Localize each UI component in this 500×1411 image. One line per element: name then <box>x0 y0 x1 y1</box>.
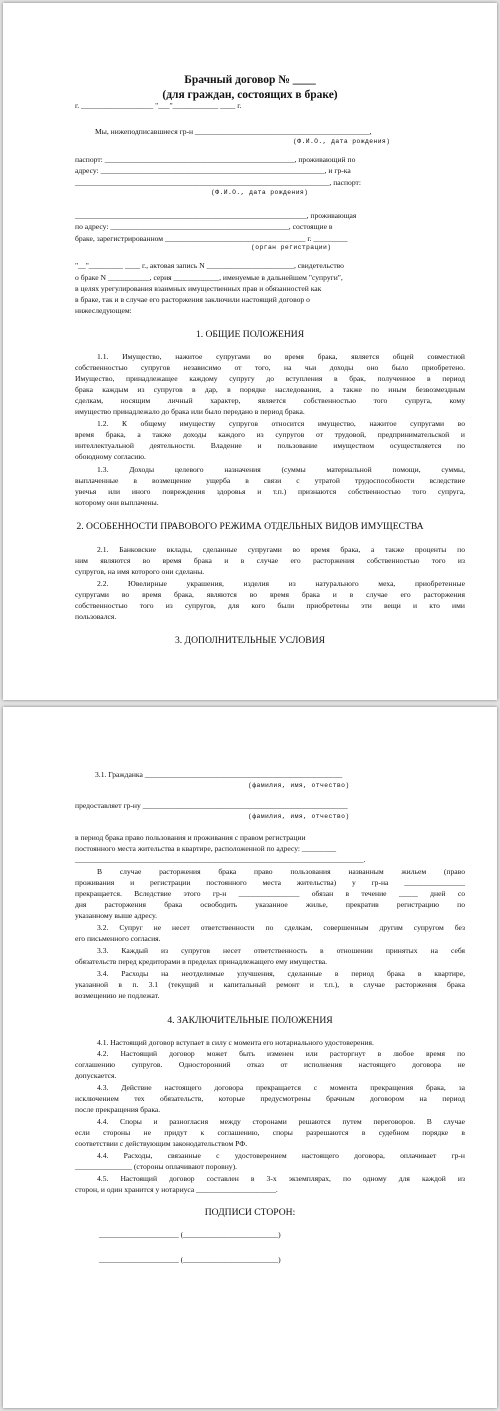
paragraph-line: 4.4. Споры и разногласия между сторонами решаются путем переговоров. В случае <box>97 1117 465 1126</box>
paragraph-line: которому они выплачены. <box>75 498 159 507</box>
paragraph-line: пользовался. <box>75 612 117 621</box>
paragraph-line: 2.2. Ювелирные украшения, изделия из натурального меха, приобретенные <box>97 579 465 588</box>
paragraph-line: 2.1. Банковские вклады, сделанные супругами во время брака, а также проценты по <box>97 545 465 554</box>
paragraph-line: 4.1. Настоящий договор вступает в силу с момента его нотариального удостоверения. <box>97 1038 374 1047</box>
paragraph-line: обязательств перед кредиторами в пределах принадлежащего ему имущества. <box>75 957 328 966</box>
paragraph-line: сторон, и один хранится у нотариуса _____________________. <box>75 1185 278 1194</box>
purpose-line-1: в целях урегулирования взаимных имущественных прав и обязанностей как <box>75 284 322 293</box>
grantee-line: предоставляет гр-ну ______________________________________________________ <box>75 801 348 810</box>
paragraph-line: собственностью того из супругов, для кого были приобретены эти вещи и кто ими <box>75 601 465 610</box>
paragraph-line: 4.2. Настоящий договор может быть изменен или расторгнут в любое время по <box>97 1049 465 1058</box>
party1-name-line: Мы, нижеподписавшиеся гр-н ______________________________________________, <box>95 127 372 136</box>
grantor-caption: (фамилия, имя, отчество) <box>248 782 350 789</box>
doc-title: Брачный договор № ____ <box>184 74 316 86</box>
paragraph-line: В случае расторжения брака право пользования названным жильем (право <box>97 867 465 876</box>
paragraph-line: собственностью супругов независимо от того, на чьи доходы оно было приобретено. <box>75 363 465 372</box>
paragraph-line: постоянного места жительства в квартире, расположенной по адресу: _________ <box>75 844 337 853</box>
paragraph-line: после прекращения брака. <box>75 1105 161 1114</box>
paragraph-line: брака каждым из супругов в дар, в порядке наследования, а также по иным безвозмездным <box>75 385 465 394</box>
record-line: "__"_________ ____ г., актовая запись N _______________________, свидетельство <box>75 261 344 270</box>
grantor-line: 3.1. Гражданка ____________________________________________________ <box>95 770 343 779</box>
paragraph-line: проживания и регистрации постоянного места жительства) у гр-на ________________ <box>75 878 465 887</box>
paragraph-line: сделкам, носящим личный характер, является собственностью того супруга, кому <box>75 396 465 405</box>
paragraph-line: 3.4. Расходы на неотделимые улучшения, сделанные в период брака в квартире, <box>97 969 465 978</box>
paragraph-line: указанному выше адресу. <box>75 911 157 920</box>
paragraph-line: ним являются во время брака и в случае его расторжения собственностью того из <box>75 556 465 565</box>
paragraph-line: _______________ (стороны оплачивают поровну). <box>75 1162 237 1171</box>
party1-passport-line: паспорт: __________________________________________________, проживающий по <box>75 155 356 164</box>
paragraph-line: Имущество, принадлежащее каждому супругу до вступления в брак, полученное в период <box>75 374 465 383</box>
certificate-line: о браке N ___________, серия ____________, именуемые в дальнейшем "супруги", <box>75 273 343 282</box>
section-3-heading: 3. ДОПОЛНИТЕЛЬНЫЕ УСЛОВИЯ <box>174 635 326 646</box>
signatures-heading: ПОДПИСИ СТОРОН: <box>204 1207 296 1218</box>
city-date-line: г. ___________________ "___"____________ ____ г. <box>75 101 242 110</box>
party2-residence-line: _____________________________________________________________, проживающая <box>75 211 357 220</box>
signature-line-2: _____________________ (_________________________) <box>99 1255 281 1264</box>
paragraph-line: супругов, на имя которого они сделаны. <box>75 567 205 576</box>
party1-address-line: адресу: ___________________________________________________________, и гр-ка <box>75 166 351 175</box>
purpose-line-3: нижеследующем: <box>75 306 132 315</box>
registration-caption: (орган регистрации) <box>251 244 332 251</box>
paragraph-line: 3.3. Каждый из супругов несет ответственность в отношении принятых на себя <box>97 946 465 955</box>
document-page-2 <box>3 707 497 1408</box>
paragraph-line: возмещению не подлежат. <box>75 991 160 1000</box>
paragraph-line: 4.5. Настоящий договор составлен в 3-х экземплярах, по одному для каждой из <box>97 1174 465 1183</box>
party2-name-line: ___________________________________________________________________, паспорт: <box>75 178 361 187</box>
party2-caption: (Ф.И.О., дата рождения) <box>211 189 309 196</box>
paragraph-line: 4.4. Расходы, связанные с удостоверением настоящего договора, оплачивает гр-н <box>97 1151 465 1160</box>
paragraph-line: время брака, а также доходы каждого из супругов от трудовой, предпринимательской и <box>75 430 465 439</box>
section-4-heading: 4. ЗАКЛЮЧИТЕЛЬНЫЕ ПОЛОЖЕНИЯ <box>167 1015 333 1026</box>
grantee-caption: (фамилия, имя, отчество) <box>248 813 350 820</box>
paragraph-line: 4.3. Действие настоящего договора прекращается с момента прекращения брака, за <box>97 1083 465 1092</box>
paragraph-line: интеллектуальной деятельности. Владение и пользование имуществом осуществляется по <box>75 441 465 450</box>
paragraph-line: выплаченные в возмещение ущерба в связи с утратой трудоспособности вследствие <box>75 476 465 485</box>
paragraph-line: соответствии с действующим законодательством РФ. <box>75 1139 248 1148</box>
party2-address-line: по адресу: _______________________________________________, состоящие в <box>75 222 333 231</box>
paragraph-line: если стороны не придут к соглашению, споры разрешаются в судебном порядке в <box>75 1128 465 1137</box>
paragraph-line: соглашению супругов. Односторонний отказ от исполнения настоящего договора не <box>75 1060 465 1069</box>
paragraph-line: 1.3. Доходы целевого назначения (суммы материальной помощи, суммы, <box>97 465 465 474</box>
paragraph-line: ____________________________________________________________________________. <box>75 855 366 864</box>
doc-subtitle: (для граждан, состоящих в браке) <box>162 89 338 101</box>
paragraph-line: исключением тех обязательств, которые предусмотрены брачным договором на период <box>75 1094 465 1103</box>
paragraph-line: его письменного согласия. <box>75 934 161 943</box>
registration-line: браке, зарегистрированном _____________________________________ г. _________ <box>75 234 348 243</box>
paragraph-line: увечья или иного повреждения здоровья и т.п.) признаются собственностью того супруга, <box>75 487 465 496</box>
signature-line-1: _____________________ (_________________________) <box>99 1230 281 1239</box>
section-1-heading: 1. ОБЩИЕ ПОЛОЖЕНИЯ <box>195 329 305 340</box>
section-2-heading: 2. ОСОБЕННОСТИ ПРАВОВОГО РЕЖИМА ОТДЕЛЬНЫХ ВИДОВ ИМУЩЕСТВА <box>76 521 424 532</box>
purpose-line-2: в браке, так и в случае его расторжения заключили настоящий договор о <box>75 295 310 304</box>
document-page-1 <box>3 3 497 700</box>
paragraph-line: супругами во время брака, являются во время брака и в случае его расторжения <box>75 590 465 599</box>
paragraph-line: дня расторжения брака освободить указанное жилье, прекратив регистрацию по <box>75 900 465 909</box>
paragraph-line: 1.1. Имущество, нажитое супругами во время брака, является общей совместной <box>97 352 465 361</box>
paragraph-line: допускается. <box>75 1071 117 1080</box>
paragraph-line: имущество принадлежало до брака или было передано в период брака. <box>75 407 305 416</box>
paragraph-line: 1.2. К общему имуществу супругов относится имущество, нажитое супругами во <box>97 419 465 428</box>
paragraph-line: указанной в п. 3.1 (текущий и капитальный ремонт и т.п.), в случае расторжения брака <box>75 980 465 989</box>
paragraph-line: прекращается. Вследствие этого гр-н ________________ обязан в течение _____ дней со <box>75 889 465 898</box>
paragraph-line: обоюдному согласию. <box>75 452 146 461</box>
paragraph-line: 3.2. Супруг не несет ответственности по сделкам, совершенным другим супругом без <box>97 923 465 932</box>
paragraph-line: в период брака право пользования и проживания с правом регистрации <box>75 833 306 842</box>
party1-caption: (Ф.И.О., дата рождения) <box>293 138 391 145</box>
